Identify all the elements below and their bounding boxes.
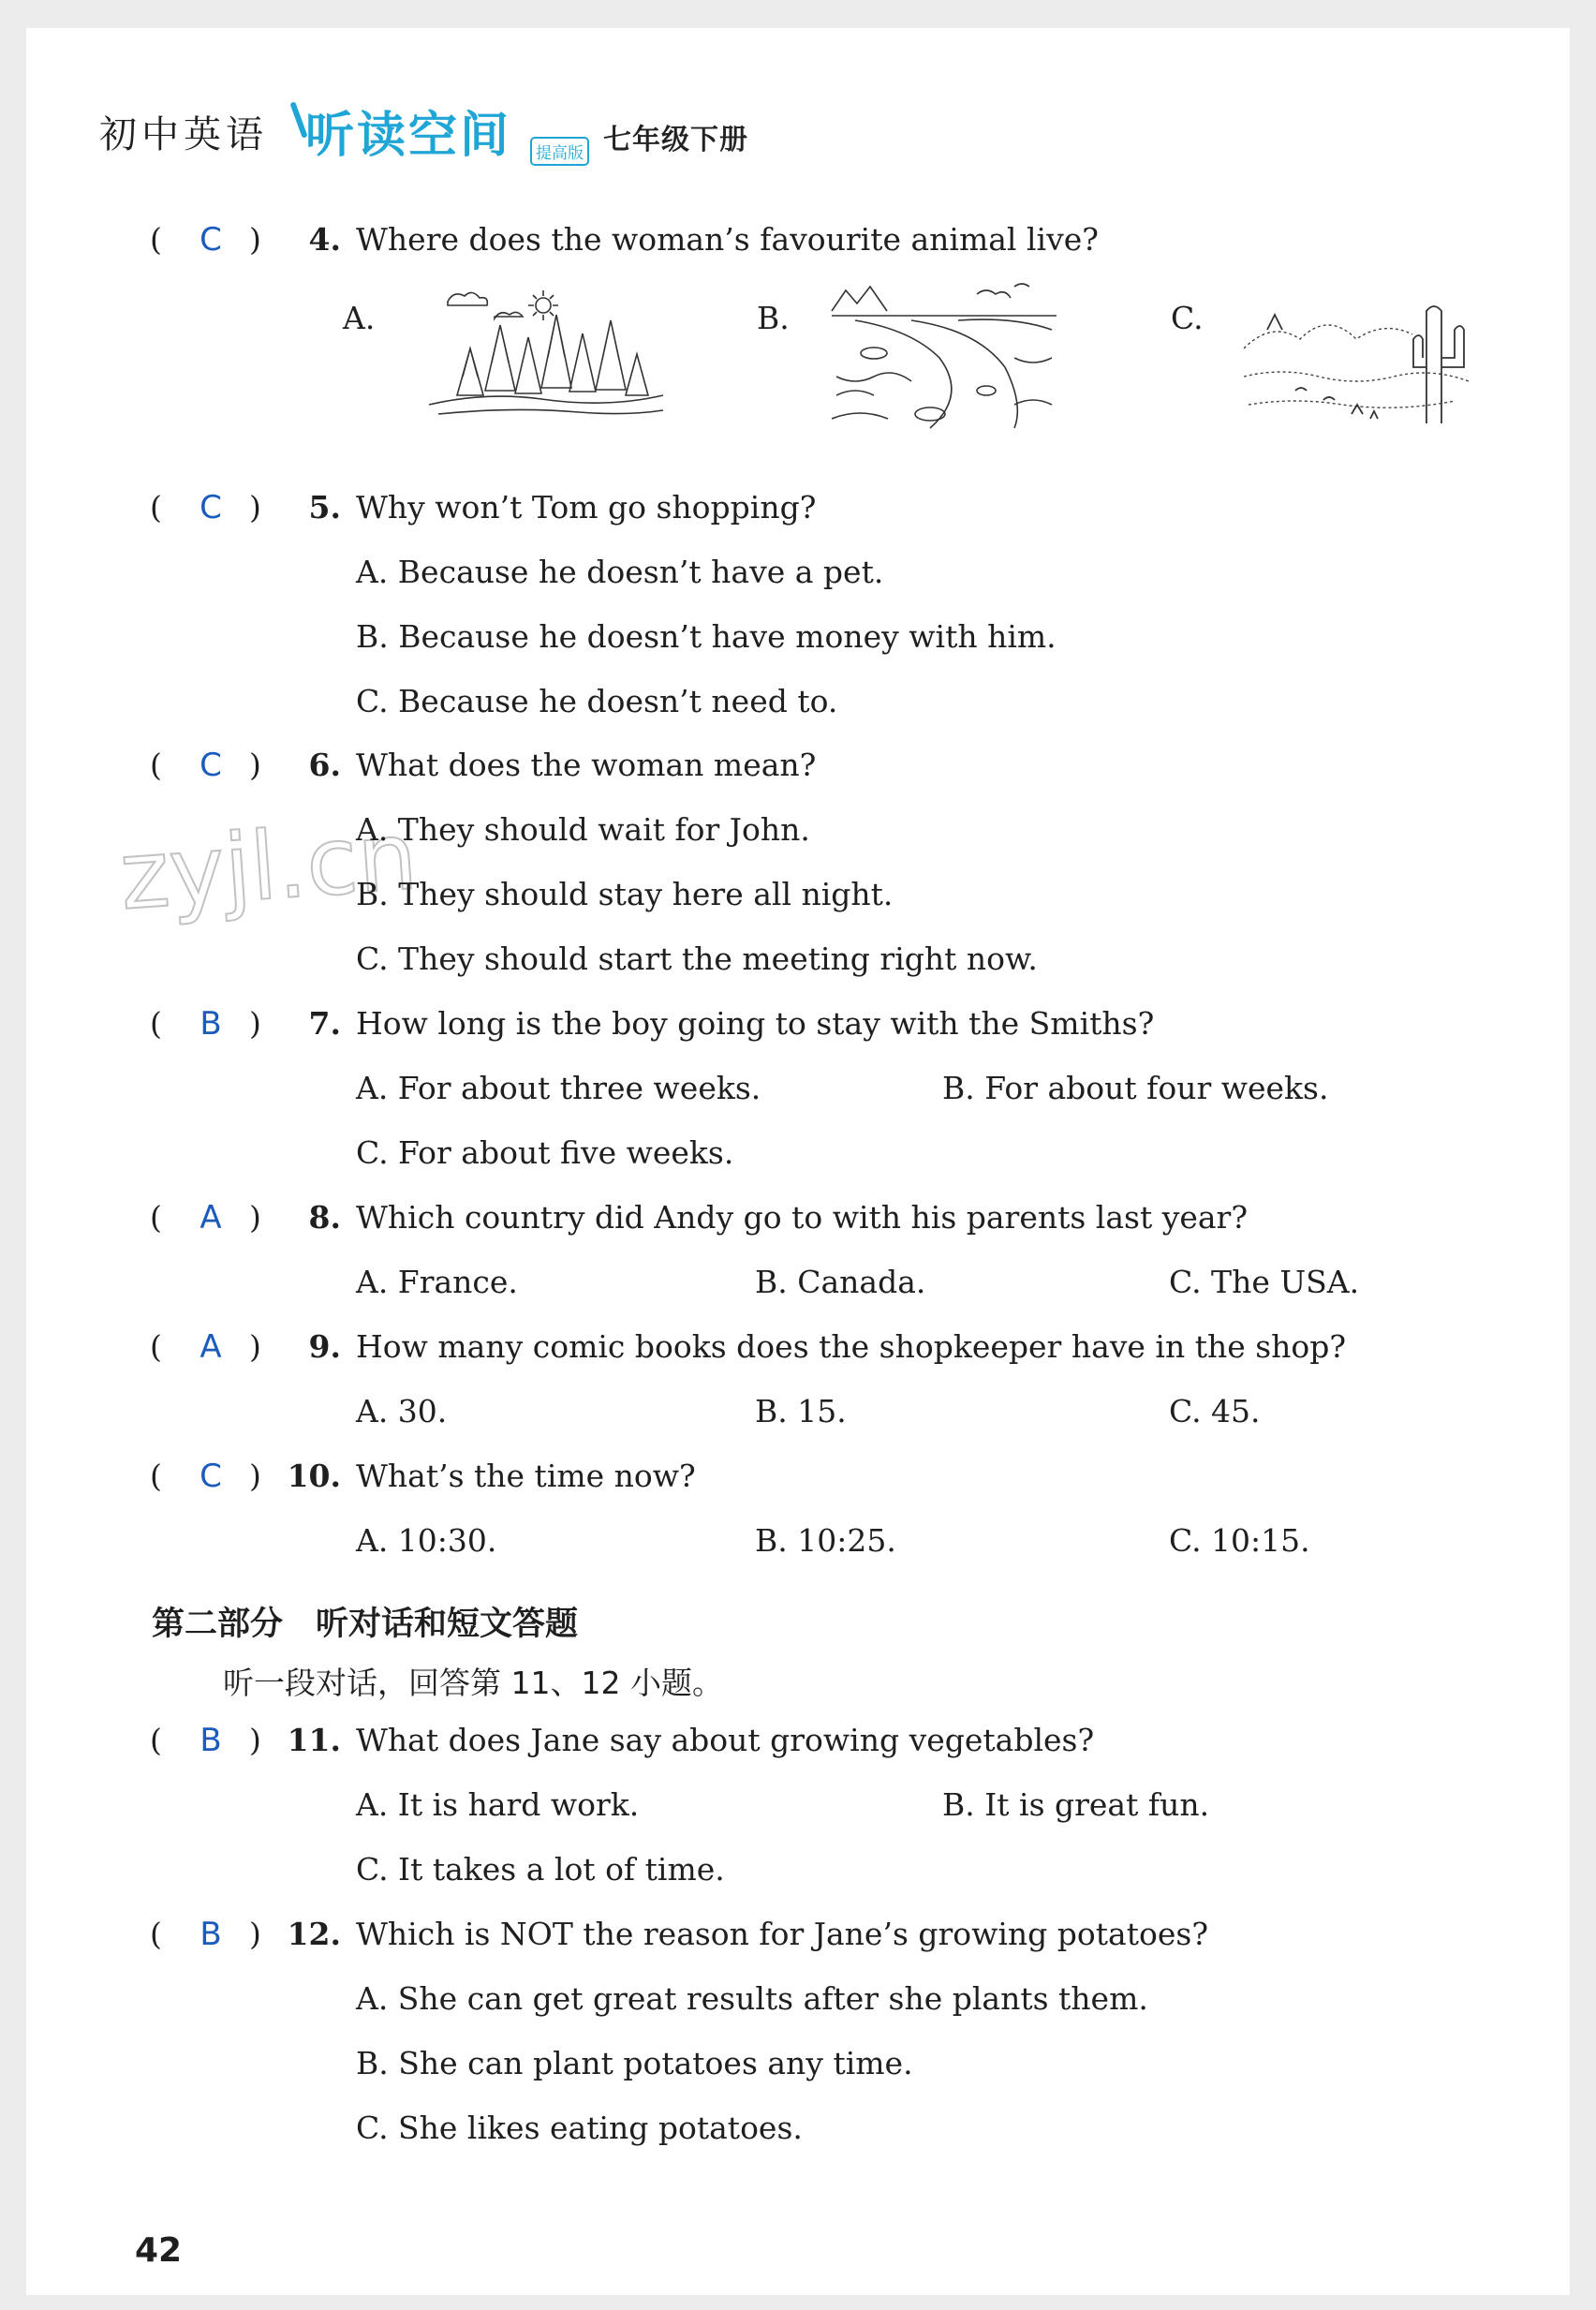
option-b: B. 10:25. (755, 1522, 896, 1559)
option-a: A. For about three weeks. (356, 1070, 761, 1106)
workbook-page: 初中英语 听读空间 提高版 七年级下册 zyjl.cn ( C ) 4. Where does the woman’s favourite animal live? A. B. C. ( C ) 5. Why won’t Tom go shopping? A. Because he doesn’t have a pet. B. Because he doesn’t have money with him. C. Because he doesn’t need to. ( C ) 6. What does the woman mean? A. They should wait for John. B. They should stay here all night. C. They should start the meeting right now. ( B ) 7. How long is the boy going to stay with the Smiths? A. For about three weeks. B. For about four weeks. C. For about five weeks. ( A ) 8. Which country did Andy go to with his parents last year? A. France. B. Canada. C. The USA. ( A ) 9. How many comic books does the shopkeeper have in the shop? A. 30. B. 15. C. 45. ( C ) 10. What’s the time now? A. 10:30. B. 10:25. C. 10:15. 第二部分 听对话和短文答题 听一段对话，回答第 11、12 小题。 ( B ) 11. What does Jane say about growing vegetables? A. It is hard work. B. It is great fun. C. It takes a lot of time. ( B ) 12. Which is NOT the reason for Jane’s growing potatoes? A. She can get great results after she plants them. B. She can plant potatoes any time. C. She likes eating potatoes. 42 (26, 28, 1570, 2295)
option-b: B. Canada. (755, 1264, 926, 1300)
question-text: How many comic books does the shopkeeper have in the shop? (356, 1328, 1347, 1365)
question-text: Which country did Andy go to with his parents last year? (356, 1199, 1249, 1236)
option-c: C. 10:15. (1169, 1522, 1310, 1559)
section-instruction: 听一段对话，回答第 11、12 小题。 (223, 1665, 723, 1701)
option-c: C. 45. (1169, 1393, 1261, 1429)
option-c: C. It takes a lot of time. (356, 1851, 725, 1888)
option-a: A. They should wait for John. (356, 811, 810, 848)
option-c: C. They should start the meeting right now. (356, 940, 1038, 977)
option-b: B. They should stay here all night. (356, 876, 894, 912)
option-a: A. It is hard work. (356, 1786, 640, 1823)
question-number: 12. (287, 1916, 341, 1952)
question-text: What does Jane say about growing vegetables? (356, 1722, 1095, 1758)
answer-11: B (200, 1722, 222, 1759)
option-b: B. Because he doesn’t have money with him. (356, 618, 1057, 655)
answer-10: C (200, 1458, 222, 1495)
answer-6: C (200, 747, 222, 784)
answer-9: A (200, 1328, 222, 1366)
option-c: C. Because he doesn’t need to. (356, 683, 838, 719)
option-b: B. She can plant potatoes any time. (356, 2045, 913, 2081)
question-text: Why won’t Tom go shopping? (356, 489, 817, 526)
question-text: Which is NOT the reason for Jane’s growing potatoes? (356, 1916, 1209, 1952)
edition-badge: 提高版 (530, 137, 589, 166)
question-text: What does the woman mean? (356, 747, 817, 783)
answer-5: C (200, 489, 222, 526)
option-c: C. For about five weeks. (356, 1134, 734, 1171)
option-b: B. 15. (755, 1393, 847, 1429)
series-name: 初中英语 (99, 113, 268, 156)
option-a: A. Because he doesn’t have a pet. (356, 554, 884, 590)
option-a: A. She can get great results after she plants them. (356, 1980, 1148, 2017)
forest-picture (420, 274, 672, 423)
question-number: 10. (287, 1458, 341, 1494)
section-title: 第二部分 听对话和短文答题 (152, 1606, 579, 1643)
question-number: 7. (308, 1005, 341, 1042)
option-a: A. 10:30. (356, 1522, 497, 1559)
answer-7: B (200, 1005, 222, 1043)
book-title: 听读空间 (305, 96, 511, 166)
option-a: A. 30. (356, 1393, 448, 1429)
answer-8: A (200, 1199, 222, 1236)
question-text: Where does the woman’s favourite animal live? (356, 221, 1099, 258)
option-a: A. France. (356, 1264, 518, 1300)
answer-12: B (200, 1916, 222, 1953)
option-c: C. She likes eating potatoes. (356, 2110, 803, 2146)
option-b-label: B. (757, 300, 790, 336)
question-number: 11. (287, 1722, 341, 1758)
option-b: B. For about four weeks. (942, 1070, 1329, 1106)
question-number: 9. (308, 1328, 341, 1365)
river-picture (827, 274, 1061, 433)
question-text: What’s the time now? (356, 1458, 696, 1494)
watermark: zyjl.cn (116, 801, 421, 931)
question-text: How long is the boy going to stay with the Smiths? (356, 1005, 1155, 1042)
question-number: 6. (308, 747, 341, 783)
option-c: C. The USA. (1169, 1264, 1360, 1300)
question-number: 8. (308, 1199, 341, 1236)
page-number: 42 (135, 2231, 183, 2270)
answer-4: C (200, 221, 222, 259)
option-b: B. It is great fun. (942, 1786, 1210, 1823)
option-a-label: A. (343, 300, 376, 336)
question-number: 4. (308, 221, 341, 258)
option-c-label: C. (1171, 300, 1204, 336)
grade-label: 七年级下册 (603, 124, 748, 156)
question-number: 5. (308, 489, 341, 526)
desert-picture (1239, 274, 1483, 433)
